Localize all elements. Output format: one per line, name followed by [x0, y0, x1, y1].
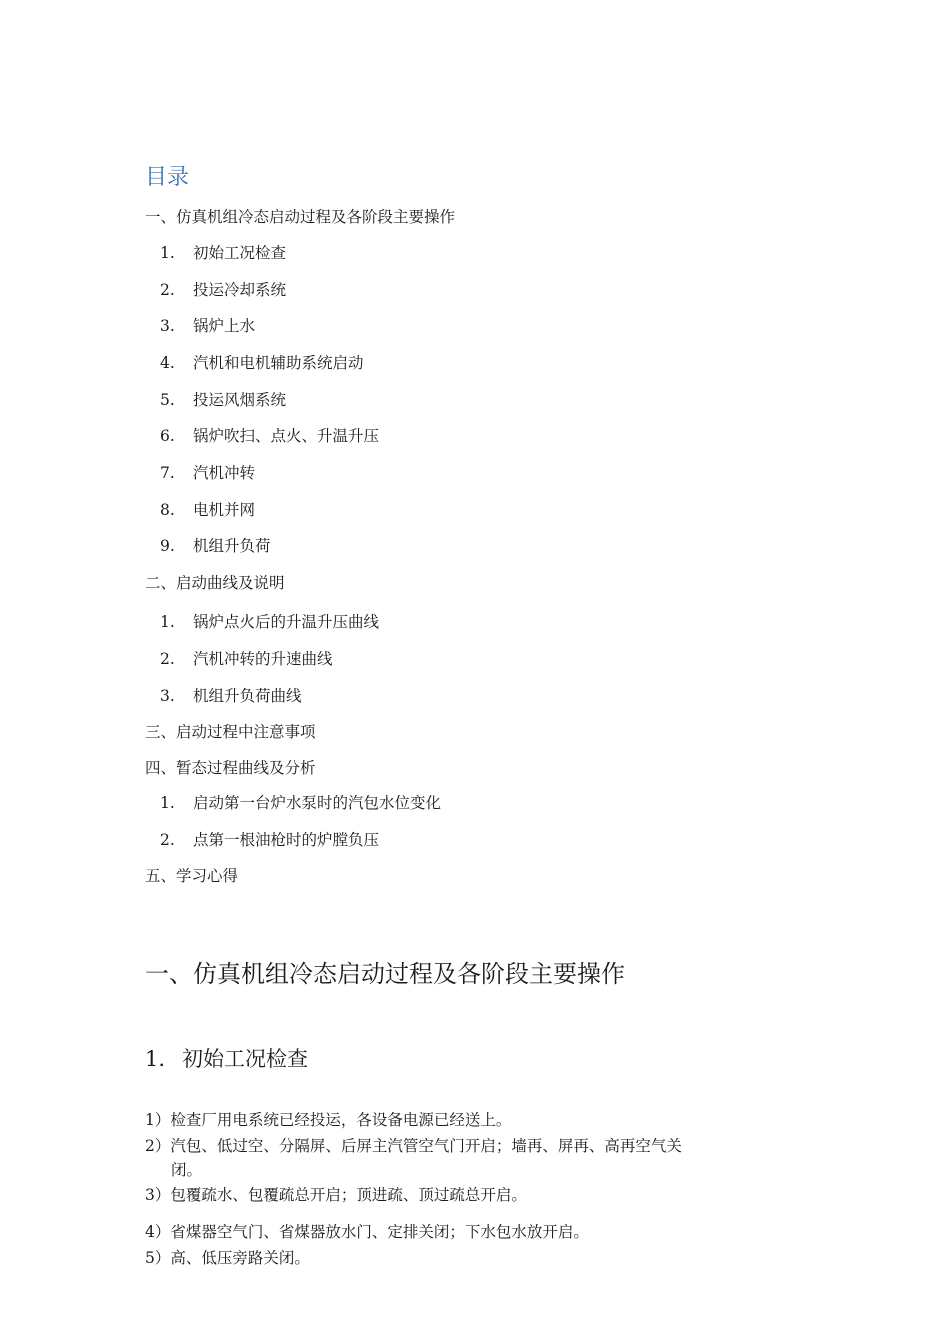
toc-item-grid-sync[interactable]: 电机并网 — [193, 501, 256, 519]
toc-item-number: 1. — [160, 244, 175, 262]
toc-section-2[interactable]: 二、启动曲线及说明 — [145, 574, 285, 592]
subsection-heading: 初始工况检查 — [182, 1047, 308, 1071]
subsection-number: 1. — [145, 1047, 166, 1071]
toc-item-number: 8. — [160, 501, 175, 519]
toc-item-initial-check[interactable]: 初始工况检查 — [193, 244, 287, 262]
paragraph-line: 1）检查厂用电系统已经投运，各设备电源已经送上。 — [145, 1111, 512, 1129]
paragraph-line: 闭。 — [171, 1161, 203, 1179]
toc-item-number: 5. — [160, 391, 175, 409]
toc-item-number: 4. — [160, 354, 175, 372]
toc-item-turbine-roll[interactable]: 汽机冲转 — [193, 464, 256, 482]
toc-item-number: 7. — [160, 464, 175, 482]
toc-item-air-flue[interactable]: 投运风烟系统 — [193, 391, 287, 409]
toc-item-number: 3. — [160, 317, 175, 335]
toc-item-number: 9. — [160, 537, 175, 555]
toc-item-number: 2. — [160, 281, 175, 299]
toc-item-boiler-water[interactable]: 锅炉上水 — [193, 317, 256, 335]
toc-item-boiler-ignition[interactable]: 锅炉吹扫、点火、升温升压 — [193, 427, 380, 445]
paragraph-line: 4）省煤器空气门、省煤器放水门、定排关闭；下水包水放开启。 — [145, 1223, 589, 1241]
toc-section-3[interactable]: 三、启动过程中注意事项 — [145, 723, 316, 741]
toc-section-4[interactable]: 四、暂态过程曲线及分析 — [145, 759, 316, 777]
toc-item-aux-systems[interactable]: 汽机和电机辅助系统启动 — [193, 354, 364, 372]
toc-item-number: 1. — [160, 794, 175, 812]
toc-item-number: 2. — [160, 650, 175, 668]
toc-item-pressure-curve[interactable]: 锅炉点火后的升温升压曲线 — [193, 613, 380, 631]
toc-item-number: 3. — [160, 687, 175, 705]
toc-item-load-increase[interactable]: 机组升负荷 — [193, 537, 271, 555]
toc-item-number: 2. — [160, 831, 175, 849]
toc-item-cooling-system[interactable]: 投运冷却系统 — [193, 281, 287, 299]
toc-title: 目录 — [145, 165, 190, 190]
toc-item-number: 1. — [160, 613, 175, 631]
toc-item-furnace-pressure[interactable]: 点第一根油枪时的炉膛负压 — [193, 831, 380, 849]
section-heading: 一、仿真机组冷态启动过程及各阶段主要操作 — [145, 960, 625, 988]
toc-section-5[interactable]: 五、学习心得 — [145, 867, 239, 885]
paragraph-line: 3）包覆疏水、包覆疏总开启；顶进疏、顶过疏总开启。 — [145, 1186, 527, 1204]
paragraph-line: 2）汽包、低过空、分隔屏、后屏主汽管空气门开启；墙再、屏再、高再空气关 — [145, 1137, 682, 1155]
toc-item-speed-curve[interactable]: 汽机冲转的升速曲线 — [193, 650, 333, 668]
toc-item-drum-level[interactable]: 启动第一台炉水泵时的汽包水位变化 — [193, 794, 442, 812]
toc-item-number: 6. — [160, 427, 175, 445]
toc-item-load-curve[interactable]: 机组升负荷曲线 — [193, 687, 302, 705]
paragraph-line: 5）高、低压旁路关闭。 — [145, 1249, 310, 1267]
toc-section-1[interactable]: 一、仿真机组冷态启动过程及各阶段主要操作 — [145, 208, 456, 226]
